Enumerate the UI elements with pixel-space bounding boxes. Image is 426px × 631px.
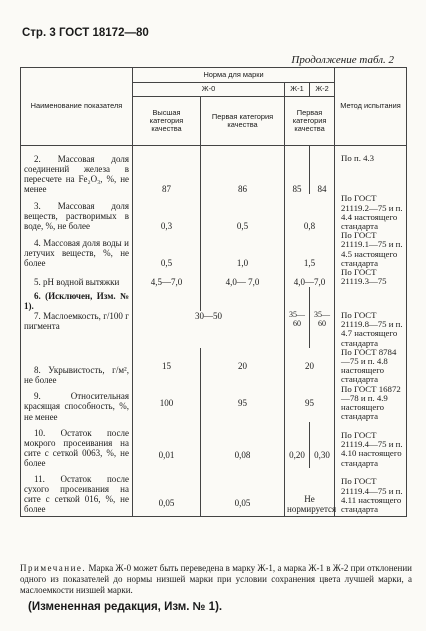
value-first: 86 — [201, 146, 285, 195]
indicators-table — [20, 67, 407, 517]
col-header-method: Метод испытания — [335, 68, 407, 146]
table-row — [21, 268, 407, 286]
value-zh0: 30—50 — [133, 311, 285, 348]
value-zh2: 0,30 — [310, 422, 335, 468]
value-highest: 15 — [133, 348, 201, 385]
method: По ГОСТ 8784—75 и п. 4.8 настоящего стандарта — [335, 348, 407, 385]
value-first: 4,0— 7,0 — [201, 268, 285, 286]
table-row — [21, 348, 407, 385]
method: По ГОСТ 21119.2—75 и п. 4.4 настоящего стандарта — [335, 194, 407, 231]
table-note — [20, 563, 412, 595]
value-zh1-zh2: 4,0—7,0 — [285, 268, 335, 286]
grade-zh0-header: Ж-0 — [133, 83, 285, 97]
indicator-name: 8. Укрывистость, г/м², не более — [21, 348, 133, 385]
value-first: 0,08 — [201, 422, 285, 468]
value-zh1-zh2: 1,5 — [285, 231, 335, 268]
table-continuation-label: Продолжение табл. 2 — [291, 54, 394, 66]
table-row — [21, 311, 407, 348]
method: По п. 4.3 — [335, 146, 407, 195]
table-row — [21, 287, 407, 311]
table-row — [21, 468, 407, 517]
method: По ГОСТ 21119.4—75 и п. 4.10 настоящего стандарта — [335, 422, 407, 468]
category-first-zh1-header: Первая категория качества — [285, 97, 335, 146]
value-first: 1,0 — [201, 231, 285, 268]
value-first: 95 — [201, 385, 285, 422]
indicator-name: 2. Массовая доля соединений железа в пересчете на Fe₂O₃, %, не менее — [21, 146, 133, 195]
method: По ГОСТ 21119.1—75 и п. 4.5 настоящего стандарта — [335, 231, 407, 268]
method: По ГОСТ 21119.4—75 и п. 4.11 настоящего стандарта — [335, 468, 407, 517]
grade-zh2-header: Ж-2 — [310, 83, 335, 97]
indicator-name: 7. Маслоемкость, г/100 г пигмента — [21, 311, 133, 348]
value-zh1: 35—60 — [285, 311, 310, 348]
category-first-zh0-header: Первая категория качества — [201, 97, 285, 146]
value-first: 0,5 — [201, 194, 285, 231]
value-zh1: 85 — [285, 146, 310, 195]
indicator-name: 5. pH водной вытяжки — [21, 268, 133, 286]
value-highest: 0,01 — [133, 422, 201, 468]
col-header-norm: Норма для марки — [133, 68, 335, 83]
note-label: Примечание. — [20, 563, 87, 573]
value-highest: 4,5—7,0 — [133, 268, 201, 286]
indicator-name: 6. (Исключен, Изм. № 1). — [21, 287, 133, 311]
grade-zh1-header: Ж-1 — [285, 83, 310, 97]
value-zh1: 0,20 — [285, 422, 310, 468]
value-zh1-zh2: 20 — [285, 348, 335, 385]
value-highest: 0,3 — [133, 194, 201, 231]
method: По ГОСТ 16872—78 и п. 4.9 настоящего стандарта — [335, 385, 407, 422]
value-highest: 100 — [133, 385, 201, 422]
table-row — [21, 194, 407, 231]
table-row — [21, 231, 407, 268]
value-highest: 87 — [133, 146, 201, 195]
indicator-name: 4. Массовая доля воды и летучих веществ, %, не более — [21, 231, 133, 268]
indicator-name: 11. Остаток после сухого просеивания на сите с сеткой 016, %, не более — [21, 468, 133, 517]
note-text: Марка Ж-0 может быть переведена в марку Ж-1, а марка Ж-1 в Ж-2 при отклонении одного из показателей до нормы низшей марки при условии сохранения цвета лучшей марки, а маслоемкости низшей марки. — [20, 563, 412, 595]
value-zh1-zh2: 95 — [285, 385, 335, 422]
method: По ГОСТ 21119.8—75 и п. 4.7 настоящего стандарта — [335, 311, 407, 348]
indicator-name: 9. Относительная красящая способность, %, не менее — [21, 385, 133, 422]
method: По ГОСТ 21119.3—75 — [335, 268, 407, 286]
value-highest: 0,05 — [133, 468, 201, 517]
category-highest-header: Высшая категория качества — [133, 97, 201, 146]
indicator-name: 3. Массовая доля веществ, растворимых в воде, %, не более — [21, 194, 133, 231]
value-zh1-zh2: Не нормируется — [285, 468, 335, 517]
value-zh2: 35—60 — [310, 311, 335, 348]
table-row — [21, 422, 407, 468]
value-first: 20 — [201, 348, 285, 385]
page-header: Стр. 3 ГОСТ 18172—80 — [22, 27, 149, 39]
amendment-note: (Измененная редакция, Изм. № 1). — [28, 601, 223, 613]
indicator-name: 10. Остаток после мокрого просеивания на сите с сеткой 0063, %, не более — [21, 422, 133, 468]
table-row — [21, 146, 407, 195]
value-highest: 0,5 — [133, 231, 201, 268]
value-zh2: 84 — [310, 146, 335, 195]
value-first: 0,05 — [201, 468, 285, 517]
table-row — [21, 385, 407, 422]
col-header-indicator: Наименование показателя — [21, 68, 133, 146]
value-zh1-zh2: 0,8 — [285, 194, 335, 231]
